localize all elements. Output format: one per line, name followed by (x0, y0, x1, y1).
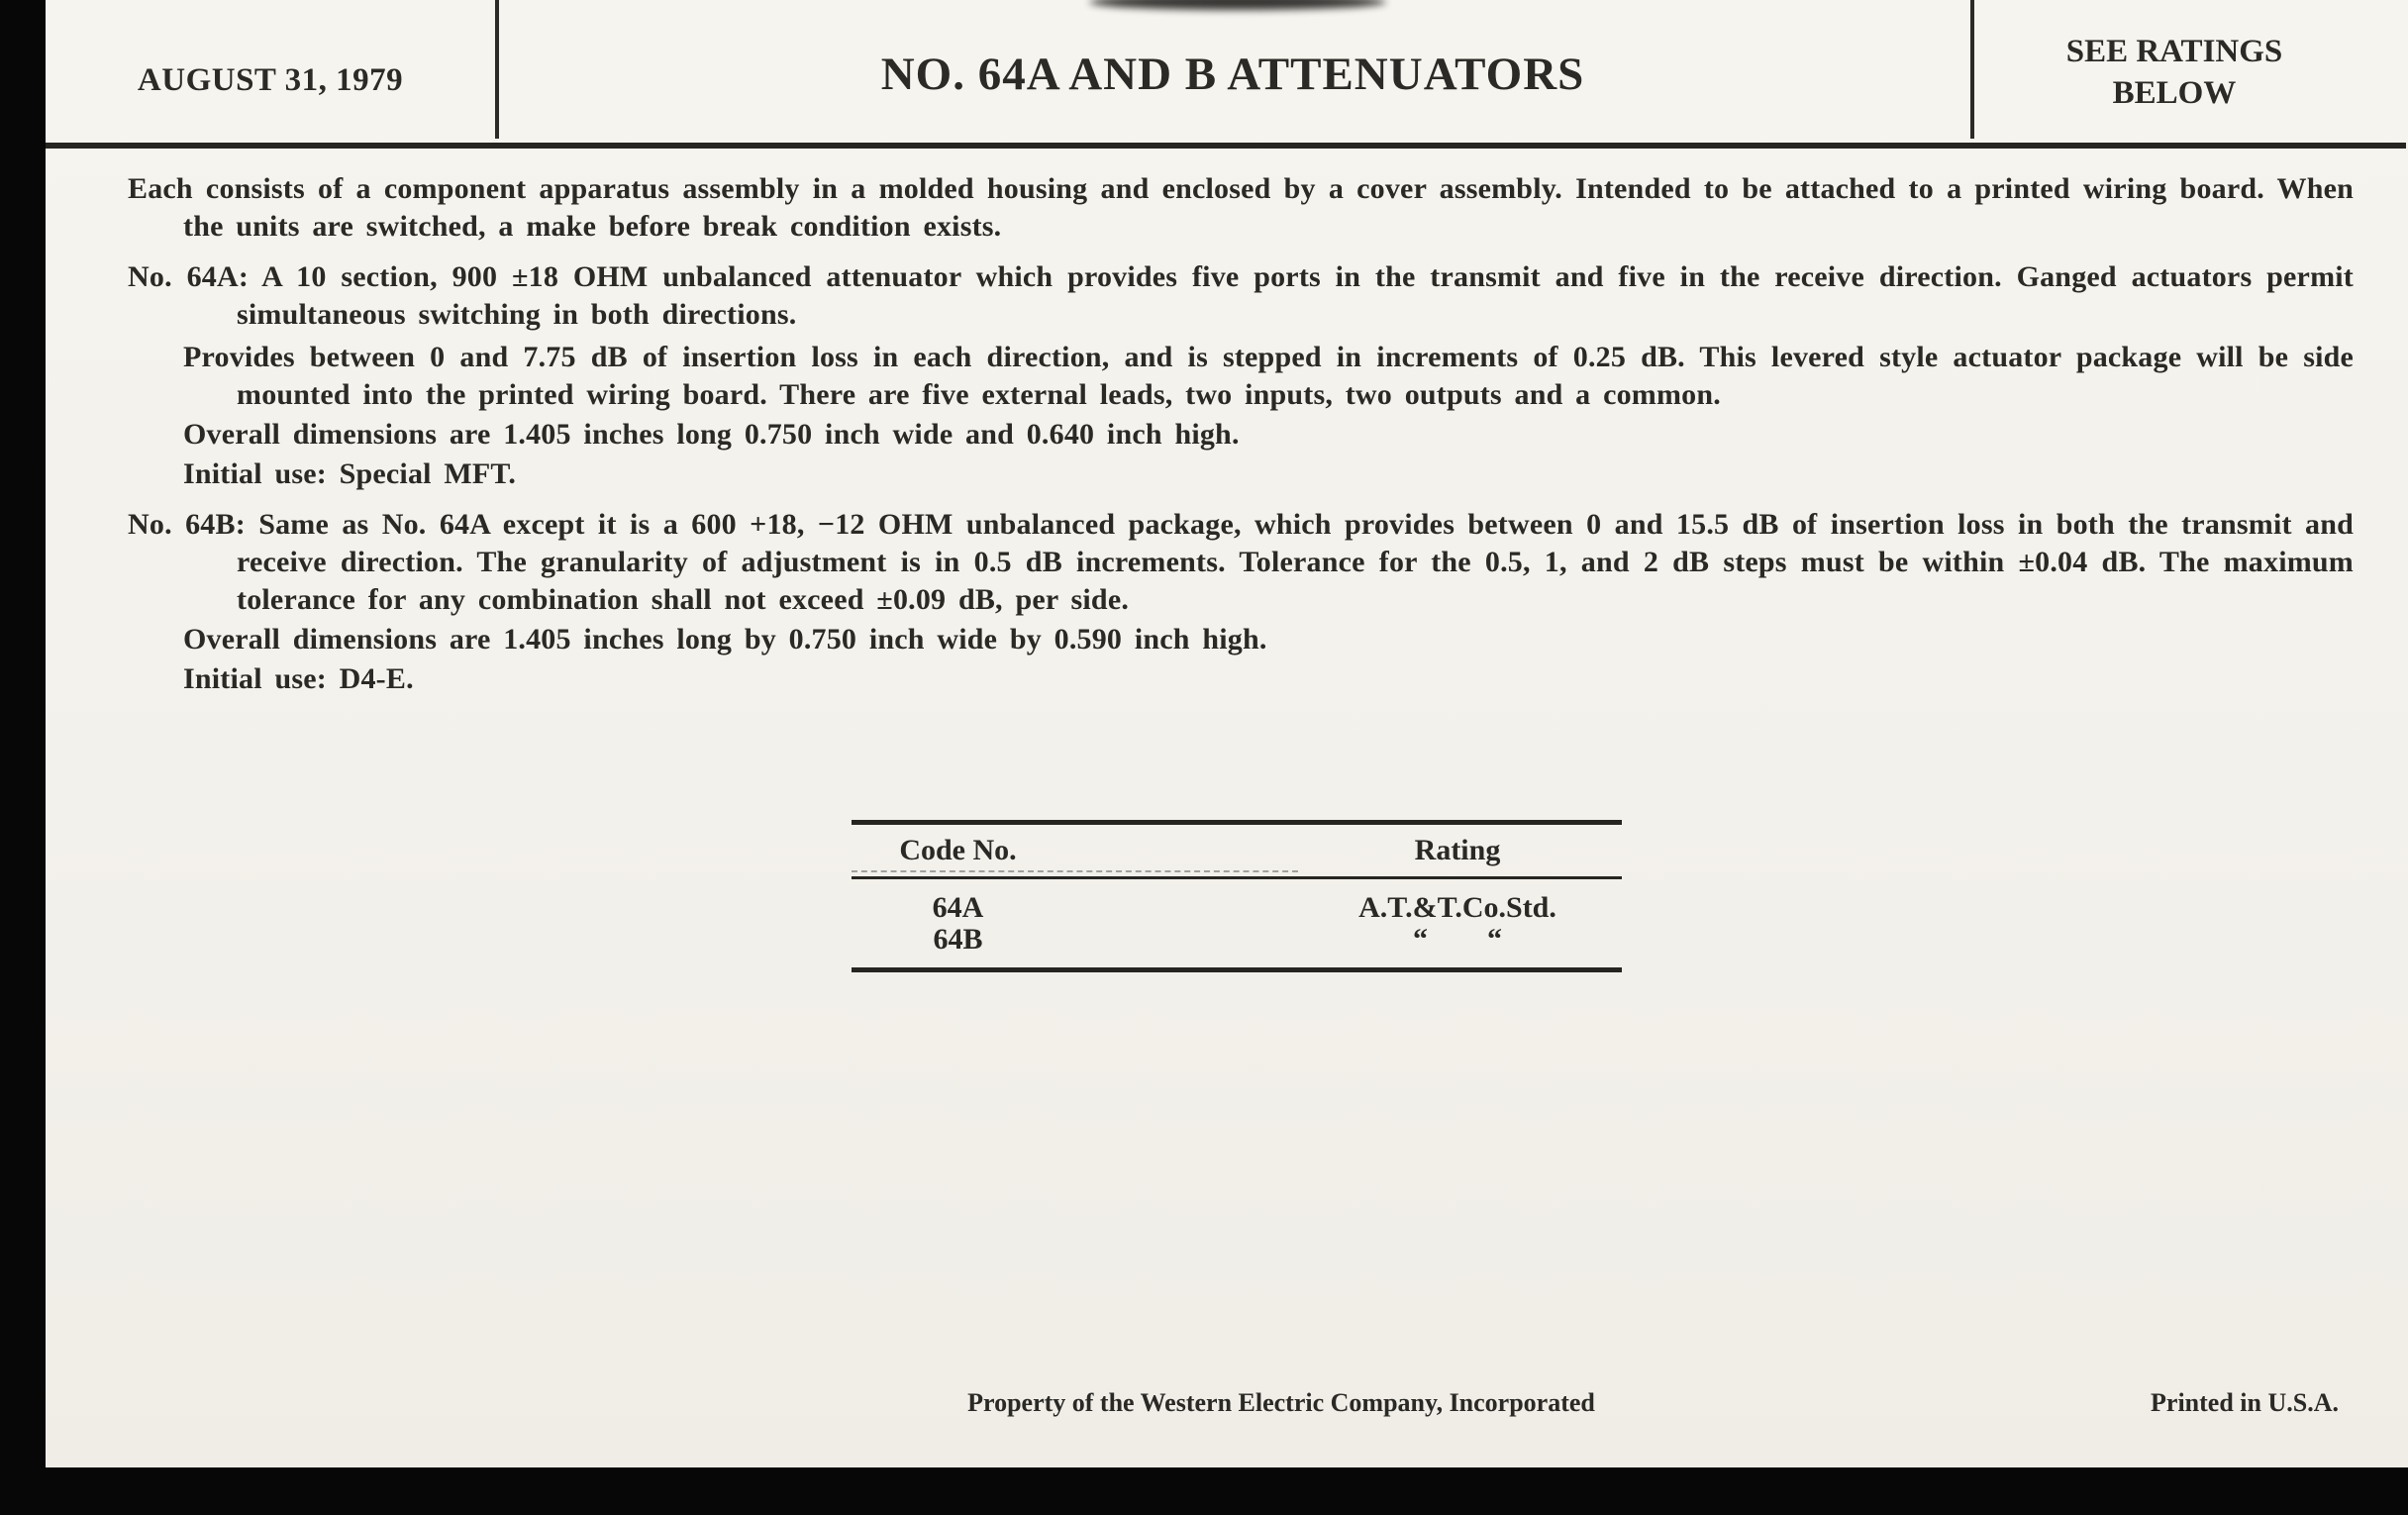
header-divider-right (1970, 0, 1974, 139)
table-cell-rating-64b: “ “ (1413, 923, 1502, 956)
header-date-cell (46, 0, 495, 143)
table-rule-bottom (852, 967, 1622, 972)
table-row (852, 924, 1622, 956)
ratings-table (852, 820, 1622, 972)
ratings-note (2066, 29, 2283, 114)
header-rule (46, 143, 2406, 149)
table-cell-code-64a: 64A (932, 891, 984, 924)
table-cell-code-64b: 64B (933, 923, 983, 956)
document-body (128, 170, 2354, 698)
table-body (852, 879, 1622, 967)
ratings-note-line1: SEE RATINGS (2065, 34, 2283, 69)
table-header-rating: Rating (1414, 834, 1501, 866)
paragraph-64b-initial-use: Initial use: D4-E. (183, 662, 414, 695)
table-row (852, 892, 1622, 924)
document-date: AUGUST 31, 1979 (137, 61, 404, 98)
paragraph-64a-initial-use: Initial use: Special MFT. (183, 457, 517, 490)
header-divider-left (495, 0, 499, 139)
footer-printed-note: Printed in U.S.A. (2151, 1388, 2339, 1417)
header-ratings-cell (1970, 0, 2408, 143)
header-title-cell (495, 0, 1970, 143)
ratings-note-line2: BELOW (2112, 75, 2237, 111)
paragraph-64a-loss: Provides between 0 and 7.75 dB of insertion loss in each direction, and is stepped in increments of 0.25 dB. This levered style actuator package will be side mounted into the printed wiring board. There are five external leads, two inputs, two outputs and a common. (183, 341, 2354, 411)
paragraph-64a: No. 64A: A 10 section, 900 ±18 OHM unbalanced attenuator which provides five ports in the transmit and five in the receive direction. Ganged actuators permit simultaneous switching in both directions. (128, 260, 2354, 331)
document-title: NO. 64A AND B ATTENUATORS (880, 49, 1585, 100)
table-rule-mid (852, 876, 1622, 879)
table-cell-rating-64a: A.T.&T.Co.Std. (1358, 891, 1556, 924)
footer-property-note: Property of the Western Electric Company, Incorporated (967, 1388, 1595, 1417)
document-page (46, 0, 2408, 1467)
paragraph-intro: Each consists of a component apparatus assembly in a molded housing and enclosed by a cover assembly. Intended to be attached to a printed wiring board. When the units are switched, a make before break condition exists. (128, 172, 2354, 243)
table-header-row (852, 825, 1622, 876)
paragraph-64b-dimensions: Overall dimensions are 1.405 inches long by 0.750 inch wide by 0.590 inch high. (183, 623, 1267, 656)
document-header (46, 0, 2408, 143)
paragraph-64b: No. 64B: Same as No. 64A except it is a 600 +18, −12 OHM unbalanced package, which provides between 0 and 15.5 dB of insertion loss in both the transmit and receive direction. The granularity of adjustment is in 0.5 dB increments. Tolerance for the 0.5, 1, and 2 dB steps must be within ±0.04 dB. The maximum tolerance for any combination shall not exceed ±0.09 dB, per side. (128, 508, 2354, 616)
table-header-code: Code No. (899, 834, 1017, 866)
paragraph-64a-dimensions: Overall dimensions are 1.405 inches long 0.750 inch wide and 0.640 inch high. (183, 418, 1240, 451)
